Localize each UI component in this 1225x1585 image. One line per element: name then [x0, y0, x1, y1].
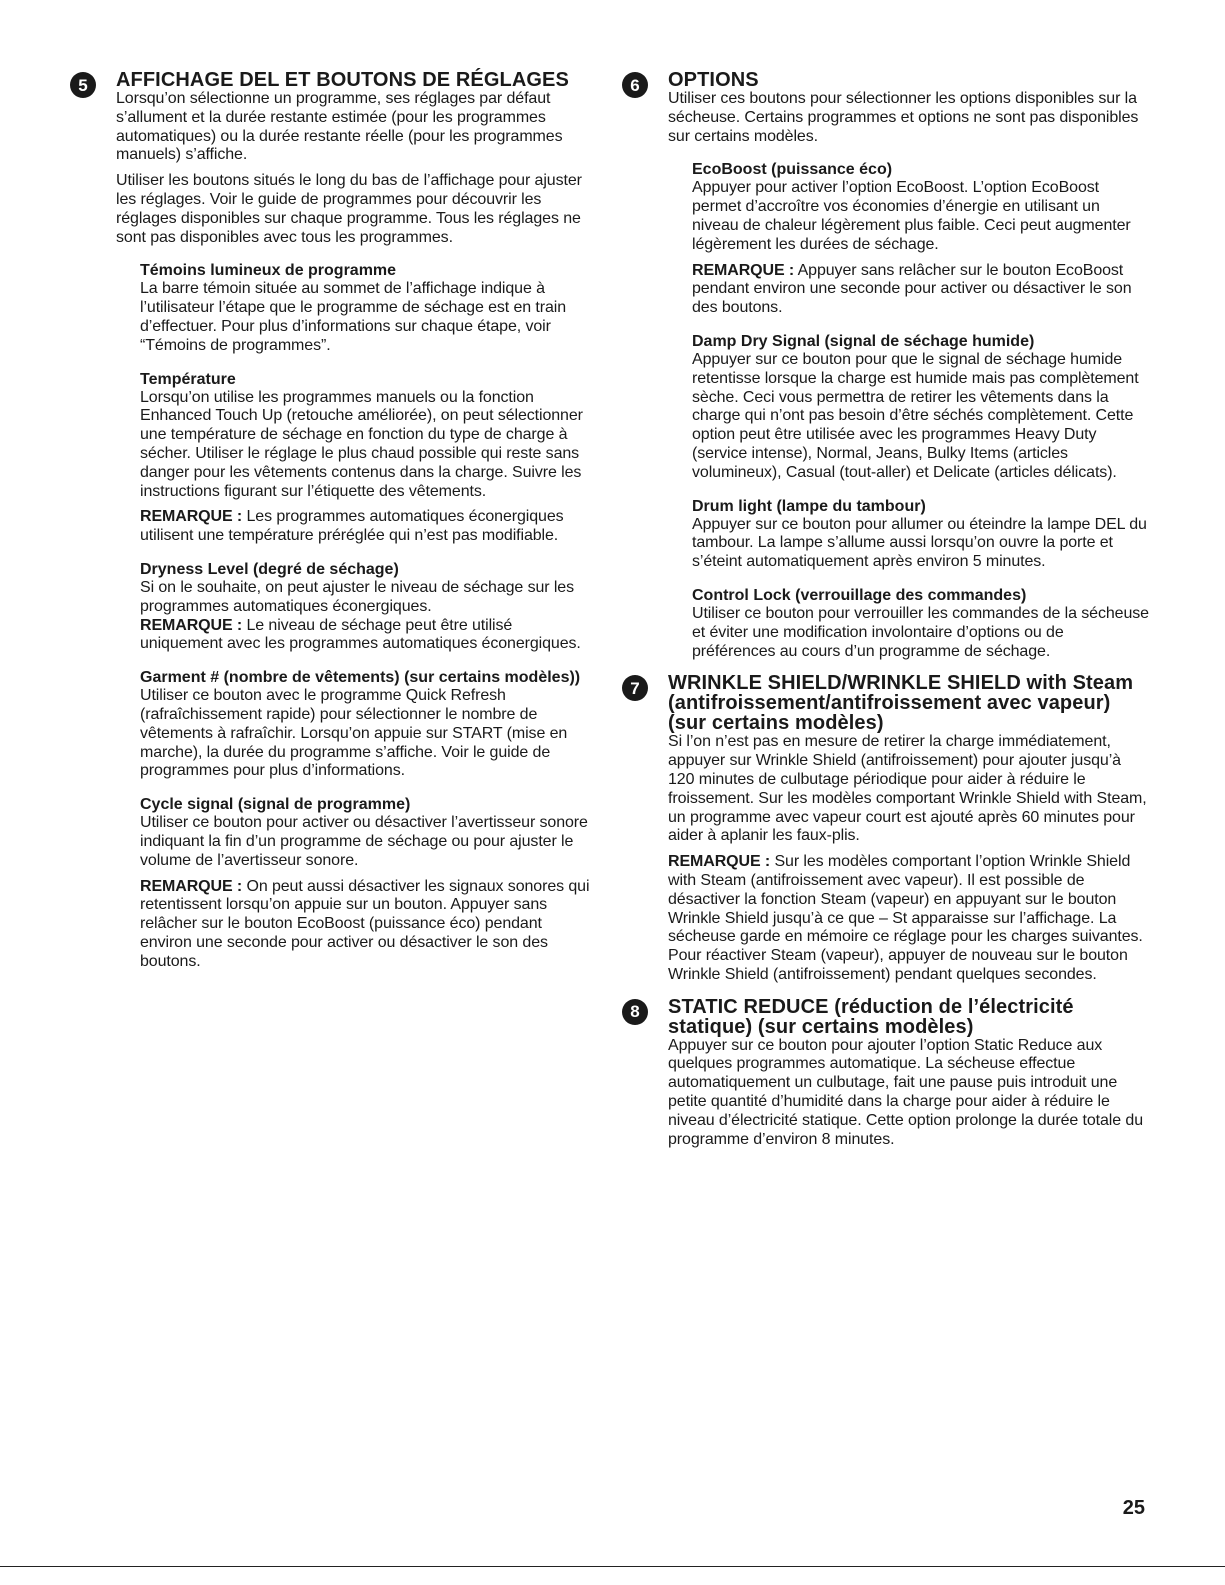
section-static-reduce [622, 997, 1150, 1150]
section-options [622, 70, 1150, 661]
note [140, 878, 590, 972]
note-text: Sur les modèles comportant l’option Wrinkle Shield with Steam (antifroissement avec vapeur). Il est possible de désactiver la fonction Steam (vapeur) en appuyant sur le bouton Wrinkle Shield jusqu’à ce que – St apparaisse sur l’affichage. La sécheuse garde en mémoire ce réglage pour les charges suivantes. Pour réactiver Steam (vapeur), appuyer de nouveau sur le bouton Wrinkle Shield (antifroissement) pendant quelques secondes. [668, 853, 1143, 983]
paragraph: Appuyer sur ce bouton pour allumer ou éteindre la lampe DEL du tambour. La lampe s’allume aussi lorsqu’on ouvre la porte et s’éteint automatiquement après environ 5 minutes. [692, 515, 1147, 571]
paragraph: Utiliser ce bouton pour activer ou désactiver l’avertisseur sonore indiquant la fin d’un programme de séchage ou pour ajuster le volume de l’avertisseur sonore. [140, 814, 588, 869]
subsection-title: Température [140, 370, 236, 388]
note [692, 262, 1150, 318]
note-text: Le niveau de séchage peut être utilisé uniquement avec les programmes automatiques éconergiques. [140, 616, 581, 653]
left-column [70, 70, 590, 978]
section-number-badge: 6 [622, 72, 648, 98]
subsection-title: Cycle signal (signal de programme) [140, 796, 411, 814]
paragraph: La barre témoin située au sommet de l’affichage indique à l’utilisateur l’étape que le programme de séchage est en train d’effectuer. Pour plus d’informations sur chaque étape, voir “Témoins de programmes”. [140, 280, 567, 354]
note-text: Les programmes automatiques éconergiques utilisent une température préréglée qui n’est pas modifiable. [140, 508, 564, 545]
note-text: Appuyer sans relâcher sur le bouton EcoBoost pendant environ une seconde pour activer ou désactiver le son des boutons. [692, 261, 1132, 317]
note [668, 853, 1150, 985]
paragraph: Si l’on n’est pas en mesure de retirer la charge immédiatement, appuyer sur Wrinkle Shield (antifroissement) pour ajouter jusqu’à 120 minutes de culbutage périodique pour aider à réduire le froissement. Sur les modèles comportant Wrinkle Shield with Steam, un programme avec vapeur court est ajouté après 60 minutes pour aider à aplanir les faux-plis. [668, 733, 1147, 845]
subsection-title: EcoBoost (puissance éco) [692, 161, 893, 179]
section-title: OPTIONS [668, 69, 759, 91]
subsection-title: Damp Dry Signal (signal de séchage humide) [692, 332, 1035, 350]
note-label: REMARQUE : [692, 261, 795, 279]
paragraph: Utiliser ce bouton avec le programme Quick Refresh (rafraîchissement rapide) pour sélectionner le nombre de vêtements à rafraîchir. Lorsqu’on appuie sur START (mise en marche), la durée du programme s’affiche. Voir le guide de programmes pour plus d’informations. [140, 687, 568, 780]
subsection-cycle-signal [140, 795, 590, 971]
subsection-title: Dryness Level (degré de séchage) [140, 560, 399, 578]
section-number-badge: 7 [622, 675, 648, 701]
note-label: REMARQUE : [140, 616, 243, 634]
paragraph: Si on le souhaite, on peut ajuster le niveau de séchage sur les programmes automatiques éconergiques. [140, 578, 574, 615]
note-label: REMARQUE : [140, 508, 243, 526]
note [140, 617, 590, 655]
bottom-rule [0, 1566, 1225, 1567]
note [140, 508, 590, 546]
page-number: 25 [1122, 1497, 1145, 1519]
subsection-title: Drum light (lampe du tambour) [692, 497, 926, 515]
subsection-garment-count [140, 668, 590, 781]
subsection-title: Control Lock (verrouillage des commandes) [692, 586, 1027, 604]
note-text: On peut aussi désactiver les signaux sonores qui retentissent lorsqu’on appuie sur un bouton. Appuyer sans relâcher sur le bouton EcoBoost (puissance éco) pendant environ une seconde pour activer ou désactiver le son des boutons. [140, 877, 590, 970]
subsection-title: Témoins lumineux de programme [140, 262, 397, 280]
subsection-dryness-level [140, 560, 590, 654]
right-column [622, 70, 1150, 1156]
paragraph: Utiliser ce bouton pour verrouiller les commandes de la sécheuse et éviter une modification involontaire d’options ou de préférences au cours d’un programme de séchage. [692, 604, 1149, 660]
subsection-damp-dry-signal [692, 332, 1150, 483]
subsection-drum-light [692, 497, 1150, 572]
paragraph: Appuyer sur ce bouton pour que le signal de séchage humide retentisse lorsque la charge est humide mais pas complètement sèche. Ceci vous permettra de retirer les vêtements dans la charge qui n’ont pas besoin d’être séchés complètement. Cette option peut être utilisée avec les programmes Heavy Duty (service intense), Normal, Jeans, Bulky Items (articles volumineux), Casual (tout-aller) et Delicate (articles délicats). [692, 350, 1139, 481]
section-wrinkle-shield [622, 673, 1150, 984]
section-display-buttons [70, 70, 590, 971]
section-title: STATIC REDUCE (réduction de l’électricité statique) (sur certains modèles) [668, 995, 1074, 1038]
paragraph: Utiliser ces boutons pour sélectionner les options disponibles sur la sécheuse. Certains programmes et options ne sont pas disponibles sur certains modèles. [668, 90, 1139, 145]
section-number-badge: 5 [70, 72, 96, 98]
section-title: WRINKLE SHIELD/WRINKLE SHIELD with Steam (antifroissement/antifroissement avec vapeur) (sur certains modèles) [668, 672, 1134, 735]
subsection-ecoboost [692, 160, 1150, 318]
paragraph: Appuyer sur ce bouton pour ajouter l’option Static Reduce aux quelques programmes automatique. La sécheuse effectue automatiquement un culbutage, fait une pause puis introduit une petite quantité d’humidité dans la charge pour aider à réduire le niveau d’électricité statique. Cette option prolonge la durée totale du programme d’environ 8 minutes. [668, 1036, 1143, 1148]
subsection-title: Garment # (nombre de vêtements) (sur certains modèles)) [140, 669, 581, 687]
subsection-temperature [140, 370, 590, 546]
subsection-cycle-lights [140, 261, 590, 355]
paragraph: Appuyer pour activer l’option EcoBoost. L’option EcoBoost permet d’accroître vos économies d’énergie en utilisant un niveau de chaleur légèrement plus faible. Ceci peut augmenter légèrement les durées de séchage. [692, 179, 1131, 253]
paragraph: Lorsqu’on utilise les programmes manuels ou la fonction Enhanced Touch Up (retouche améliorée), on peut sélectionner une température de séchage en fonction du type de charge à sécher. Utiliser le réglage le plus chaud possible qui reste sans danger pour les vêtements contenus dans la charge. Suivre les instructions figurant sur l’étiquette des vêtements. [140, 388, 583, 500]
section-title: AFFICHAGE DEL ET BOUTONS DE RÉGLAGES [116, 69, 569, 91]
subsection-control-lock [692, 586, 1150, 661]
paragraph: Utiliser les boutons situés le long du bas de l’affichage pour ajuster les réglages. Voir le guide de programmes pour découvrir les réglages disponibles sur chaque programme. Tous les réglages ne sont pas disponibles avec tous les programmes. [116, 172, 582, 246]
paragraph: Lorsqu’on sélectionne un programme, ses réglages par défaut s’allument et la durée restante estimée (pour les programmes automatiques) ou la durée restante réelle (pour les programmes manuels) s’affiche. [116, 90, 563, 164]
section-number-badge: 8 [622, 999, 648, 1025]
note-label: REMARQUE : [668, 853, 771, 871]
note-label: REMARQUE : [140, 877, 243, 895]
